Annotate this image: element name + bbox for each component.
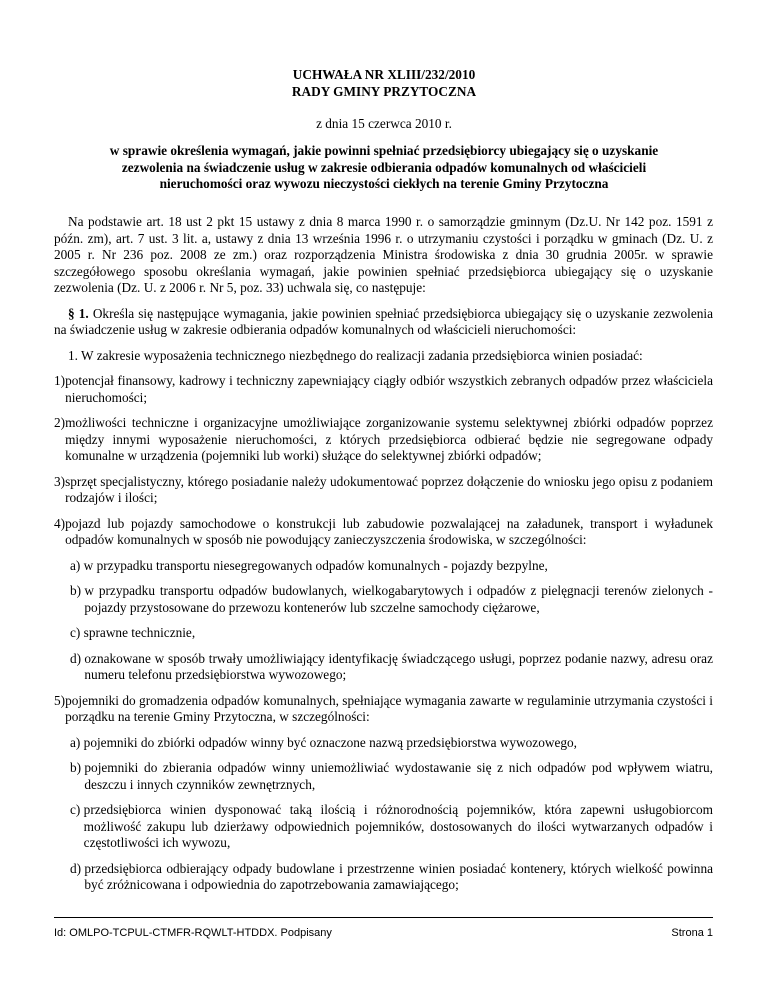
- document-title: [0, 66, 768, 100]
- document-subject: w sprawie określenia wymagań, jakie powinni spełniać przedsiębiorcy ubiegający się o uzyskanie zezwolenia na świadczenie usług w zakresie odbierania odpadów komunalnych od właścicieli nieruchomości oraz wywozu nieczystości ciekłych na terenie Gminy Przytoczna: [109, 143, 659, 191]
- sub-item-text: pojemniki do zbiórki odpadów winny być oznaczone nazwą przedsiębiorstwa wywozowego,: [83, 734, 577, 750]
- item-text: pojemniki do gromadzenia odpadów komunalnych, spełniające wymagania zawarte w regulaminie utrzymania czystości i porządku na terenie Gminy Przytoczna, w szczególności:: [65, 692, 713, 724]
- sub-item-letter: b): [70, 583, 82, 598]
- sub-item-text: przedsiębiorca winien dysponować taką ilością i różnorodnością pojemników, która zapewni usługobiorcom możliwość zakupu lub dzierżawy odpowiednich pojemników, dostosowanych do ilości wytwarzanych odpadów i częstotliwości ich wywozu,: [83, 802, 713, 850]
- sub-list-item: [70, 760, 713, 793]
- sub-item-text: oznakowane w sposób trwały umożliwiający identyfikację świadczącego usługi, poprzez podanie nazwy, adresu oraz numeru telefonu przedsiębiorstwa wywozowego;: [84, 650, 713, 682]
- footer-document-id: Id: OMLPO-TCPUL-CTMFR-RQWLT-HTDDX. Podpisany: [54, 927, 332, 939]
- title-line-1: UCHWAŁA NR XLIII/232/2010: [292, 67, 476, 82]
- item-number: 2): [54, 415, 66, 430]
- sub-item-text: sprawne technicznie,: [83, 625, 196, 640]
- document-date: z dnia 15 czerwca 2010 r.: [316, 116, 452, 131]
- document-body: [54, 214, 713, 894]
- section-1: [54, 306, 713, 339]
- sub-item-letter: d): [70, 860, 82, 876]
- sub-item-letter: b): [70, 760, 82, 775]
- sub-list-item: [70, 735, 713, 752]
- sub-list-item: [70, 651, 713, 684]
- sub-item-letter: d): [70, 650, 82, 666]
- sub-item-text: pojemniki do zbierania odpadów winny uniemożliwiać wydostawanie się z nich odpadów pod wpływem wiatru, deszczu i innych czynników zewnętrznych,: [84, 760, 713, 792]
- sub-list-item: [70, 625, 713, 642]
- title-line-2: RADY GMINY PRZYTOCZNA: [291, 84, 477, 99]
- list-item: [54, 415, 713, 465]
- point-1: 1. W zakresie wyposażenia technicznego niezbędnego do realizacji zadania przedsiębiorca winien posiadać:: [68, 347, 643, 363]
- sub-item-text: przedsiębiorca odbierający odpady budowlane i przestrzenne winien posiadać kontenery, których wielkość powinna być zróżnicowana i odpowiednia do zapotrzebowania zamawiającego;: [84, 860, 713, 892]
- footer-divider: [54, 917, 713, 918]
- item-number: 4): [54, 515, 66, 531]
- list-item: [54, 373, 713, 406]
- sub-item-text: w przypadku transportu niesegregowanych odpadów komunalnych - pojazdy bezpylne,: [83, 557, 548, 573]
- footer-page-number: Strona 1: [671, 927, 713, 939]
- sub-item-letter: a): [70, 734, 81, 750]
- item-text: sprzęt specjalistyczny, którego posiadanie należy udokumentować poprzez dołączenie do wniosku jego opisu z podaniem rodzajów i ilości;: [65, 473, 713, 505]
- sub-item-letter: c): [70, 802, 81, 817]
- item-text: potencjał finansowy, kadrowy i techniczny zapewniający ciągły odbiór wszystkich zebranych odpadów przez właściciela nieruchomości;: [65, 373, 713, 405]
- sub-list-item: [70, 861, 713, 894]
- list-item: [54, 693, 713, 726]
- list-item: [54, 516, 713, 549]
- preamble: Na podstawie art. 18 ust 2 pkt 15 ustawy z dnia 8 marca 1990 r. o samorządzie gminnym (Dz.U. Nr 142 poz. 1591 z późn. zm), art. 7 ust. 3 lit. a, ustawy z dnia 13 września 1996 r. o utrzymaniu czystości i porządku w gminach (Dz. U. z 2005 r. Nr 236 poz. 2008 ze zm.) oraz rozporządzenia Ministra środowiska z dnia 30 grudnia 2005r. w sprawie szczegółowego sposobu określania wymagań, jakie powinien spełniać przedsiębiorca ubiegający się o uzyskanie zezwolenia (Dz. U. z 2006 r. Nr 5, poz. 33) uchwala się, co następuje:: [54, 214, 713, 295]
- sub-item-text: w przypadku transportu odpadów budowlanych, wielkogabarytowych i odpadów z pielęgnacji terenów zielonych - pojazdy przystosowane do przewozu kontenerów lub szczelne samochody ciężarowe,: [84, 583, 713, 615]
- item-number: 3): [54, 473, 66, 489]
- sub-item-letter: a): [70, 557, 81, 573]
- item-text: możliwości techniczne i organizacyjne umożliwiające zorganizowanie systemu selektywnej zbiórki odpadów poprzez między innymi wyposażenie nieruchomości, z których przedsiębiorca odbierać będzie nie segregowane odpady komunalne w urządzenia (pojemniki lub worki) służące do selektywnej zbiórki odpadów;: [65, 415, 713, 463]
- item-number: 1): [54, 373, 66, 388]
- section-1-text: Określa się następujące wymagania, jakie powinien spełniać przedsiębiorca ubiegający się o uzyskanie zezwolenia na świadczenie usług w zakresie odbierania odpadów komunalnych od właścicieli nieruchomości:: [54, 305, 713, 337]
- list-item: [54, 474, 713, 507]
- page-footer: [54, 927, 713, 939]
- sub-list-item: [70, 583, 713, 616]
- sub-item-letter: c): [70, 625, 81, 640]
- item-text: pojazd lub pojazdy samochodowe o konstrukcji lub zabudowie pozwalającej na załadunek, transport i wyładunek odpadów komunalnych w sposób nie powodujący zanieczyszczenia środowiska, w szczególności:: [65, 515, 713, 547]
- sub-list-item: [70, 802, 713, 852]
- section-1-label: § 1.: [68, 305, 89, 321]
- item-number: 5): [54, 692, 66, 708]
- sub-list-item: [70, 558, 713, 575]
